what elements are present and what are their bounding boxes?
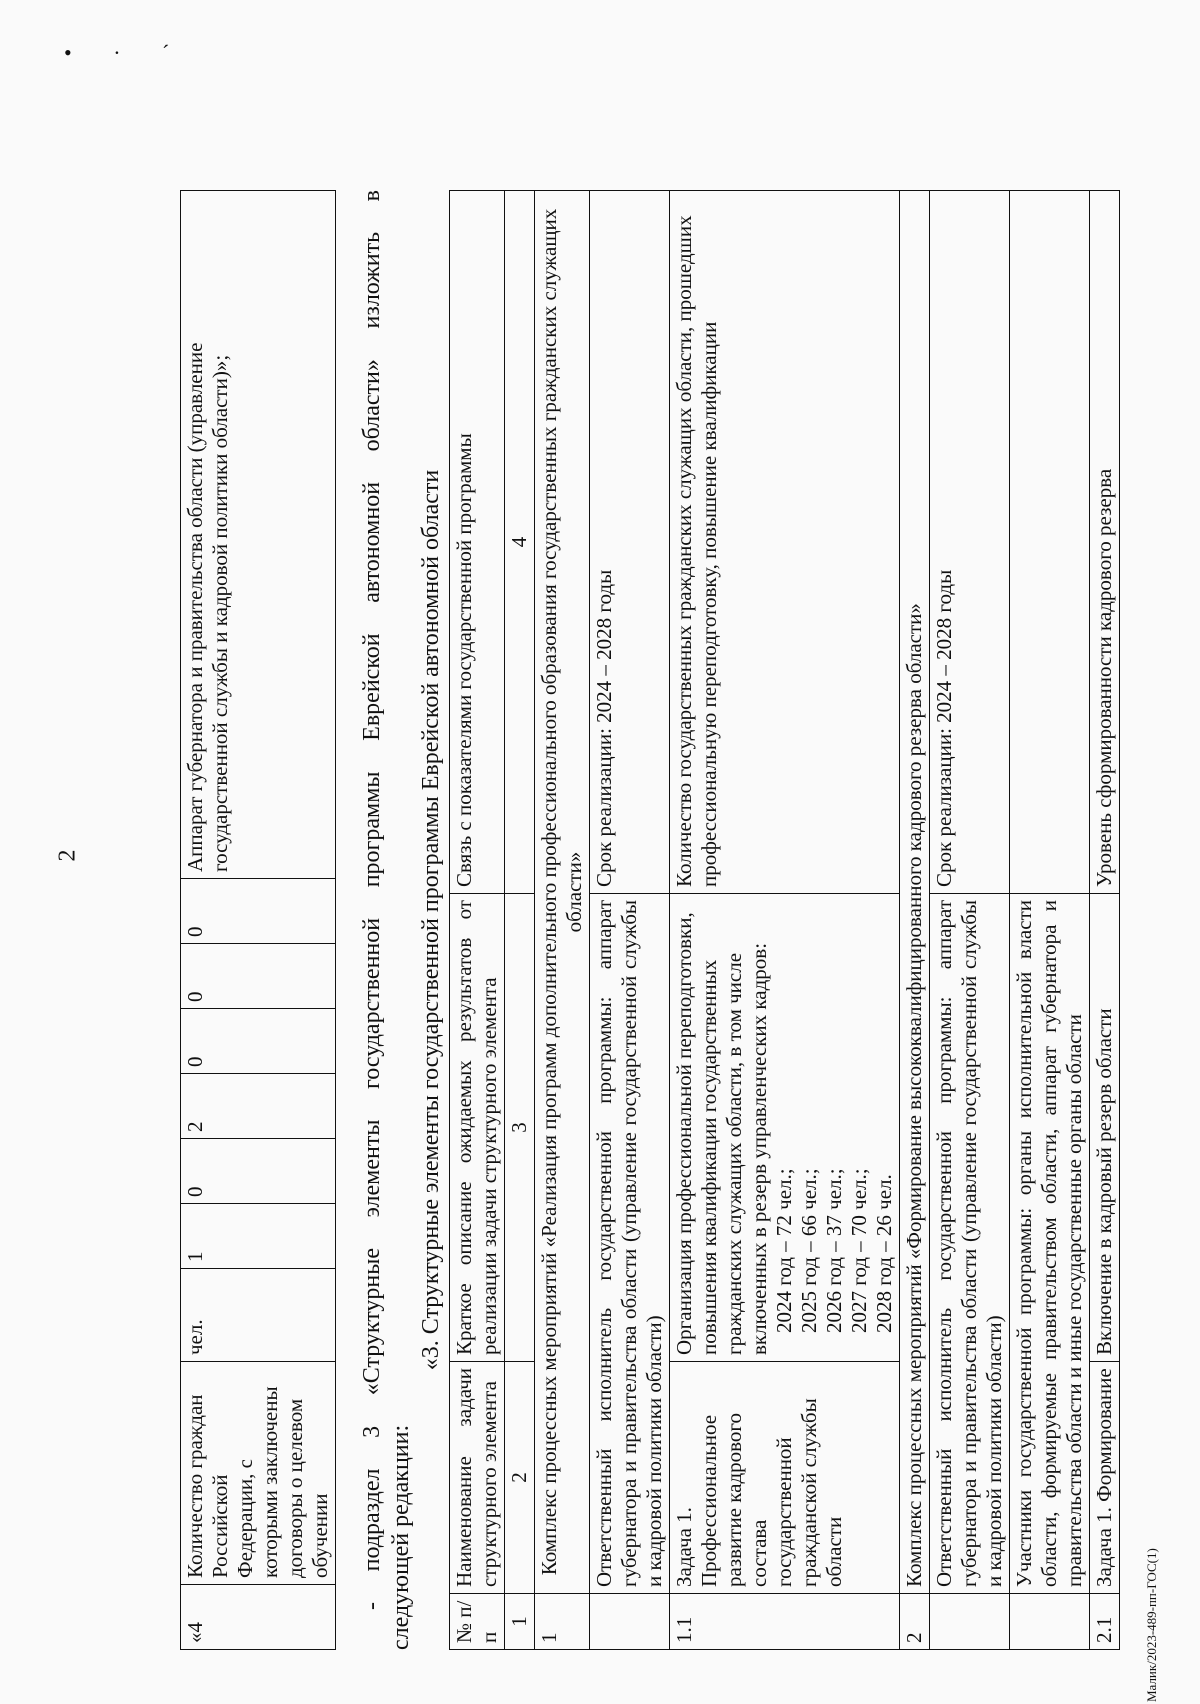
table-row [590, 191, 670, 1650]
table-row [670, 191, 900, 1650]
year-item: 2026 год – 37 чел.; [822, 1168, 846, 1333]
responsible-body: Аппарат губернатора и правительства области (управление государственной службы и кадровой политики области)»; [181, 191, 336, 879]
intro-line: - подраздел 3 «Структурные элементы государственной программы Еврейской автономной области» изложить в [359, 190, 385, 1610]
indicator-link: Уровень сформированности кадрового резерва [1090, 191, 1120, 894]
table-row [1090, 191, 1120, 1650]
task-number: 1.1 [670, 1594, 900, 1650]
value-cell: 0 [181, 1139, 336, 1204]
task-description [670, 894, 900, 1362]
header-num: № п/п [450, 1594, 505, 1650]
empty-cell [1010, 191, 1090, 894]
table-row [930, 191, 1010, 1650]
header-desc: Краткое описание ожидаемых результатов от реализации задачи структурного элемента [450, 894, 505, 1362]
value-cell: 0 [181, 944, 336, 1009]
implementation-term: Срок реализации: 2024 – 2028 годы [590, 191, 670, 894]
responsible-executor: Ответственный исполнитель государственной программы: аппарат губернатора и правительства области (управление государственной службы и кадровой политики области) [930, 894, 1010, 1594]
column-number: 3 [505, 894, 535, 1362]
implementation-term: Срок реализации: 2024 – 2028 годы [930, 191, 1010, 894]
section-title: Комплекс процессных мероприятий «Формирование высококвалифицированного кадрового резерва области» [900, 191, 930, 1594]
rotated-document [180, 100, 1116, 1650]
table-row [181, 191, 336, 1650]
column-number: 1 [505, 1594, 535, 1650]
participants: Участники государственной программы: органы исполнительной власти области, формируемые правительством области, аппарат губернатора и правительства области и иные государственные органы области [1010, 894, 1090, 1594]
year-item: 2024 год – 72 чел.; [772, 1168, 796, 1333]
value-cell: 1 [181, 1204, 336, 1269]
value-cell: 0 [181, 1009, 336, 1074]
footer-code: Малик/2023-489-пп-ГОС(1) [1144, 1548, 1159, 1702]
column-number-row [505, 191, 535, 1650]
indicator-link: Количество государственных гражданских служащих области, прошедших профессиональную переподготовку, повышение квалификации [670, 191, 900, 894]
empty-cell [590, 1594, 670, 1650]
empty-cell [1010, 1594, 1090, 1650]
value-cell: 0 [181, 879, 336, 944]
amendment-text [358, 190, 416, 1650]
table-title: «3. Структурные элементы государственной программы Еврейской автономной области [418, 469, 444, 1371]
row-number: «4 [181, 1585, 336, 1650]
task-number: 2.1 [1090, 1594, 1120, 1650]
task-name: Задача 1. Профессиональное развитие кадрового состава государственной гражданской службы области [670, 1362, 900, 1594]
header-row [450, 191, 505, 1650]
task-description-main: Организация профессиональной переподготовки, повышения квалификации государственных гражданских служащих области, в том числе включенных в резерв управленческих кадров: [672, 912, 771, 1355]
section-number: 2 [900, 1594, 930, 1650]
indicator-name: Количество граждан Российской Федерации, с которыми заключены договоры о целевом обучении [181, 1362, 336, 1585]
target-indicator-table [180, 190, 336, 1650]
section-number: 1 [535, 1594, 590, 1650]
column-number: 4 [505, 191, 535, 894]
structural-elements-table [449, 190, 1120, 1650]
section-title: Комплекс процессных мероприятий «Реализация программ дополнительного профессионального образования государственных гражданских служащих области» [535, 191, 590, 1594]
section-row [900, 191, 930, 1650]
empty-cell [930, 1594, 1010, 1650]
task-name: Задача 1. Формирование [1090, 1362, 1120, 1594]
task-description: Включение в кадровый резерв области [1090, 894, 1120, 1362]
value-cell: 2 [181, 1074, 336, 1139]
section-row [535, 191, 590, 1650]
responsible-executor: Ответственный исполнитель государственной программы: аппарат губернатора и правительства области (управление государственной службы и кадровой политики области) [590, 894, 670, 1594]
column-number: 2 [505, 1362, 535, 1594]
page-number: 2 [54, 849, 81, 862]
scan-dots: • · ˊ [64, 40, 188, 65]
indicator-unit: чел. [181, 1269, 336, 1362]
year-item: 2027 год – 70 чел.; [847, 1168, 871, 1333]
year-item: 2025 год – 66 чел.; [797, 1168, 821, 1333]
header-link: Связь с показателями государственной программы [450, 191, 505, 894]
intro-line: следующей редакции: [388, 1424, 414, 1650]
year-item: 2028 год – 26 чел. [872, 1174, 896, 1333]
header-name: Наименование задачи структурного элемента [450, 1362, 505, 1594]
table-row [1010, 191, 1090, 1650]
